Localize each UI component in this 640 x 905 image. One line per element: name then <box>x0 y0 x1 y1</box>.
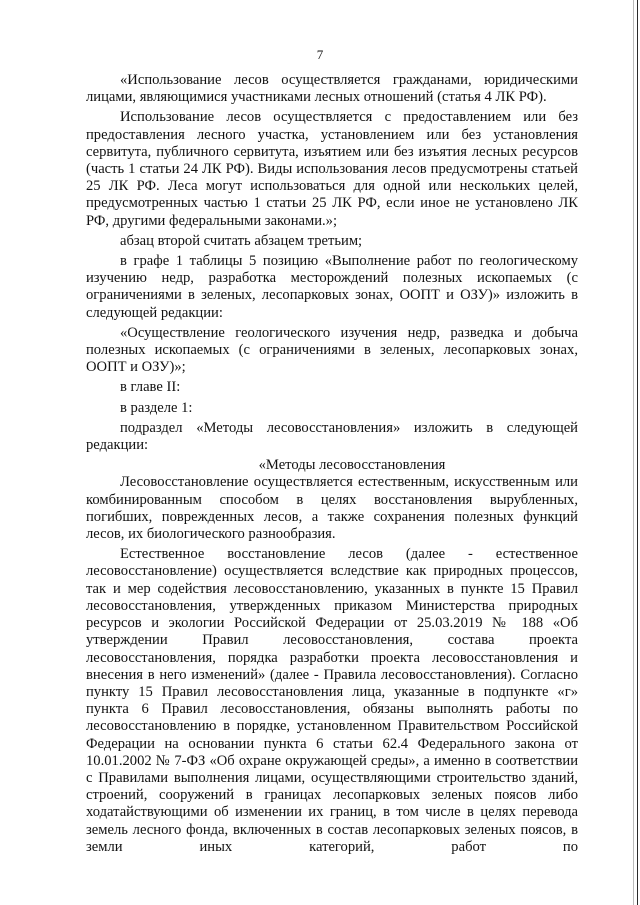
paragraph-forest-use-methods: Использование лесов осуществляется с предоставлением или без предоставления лесного участка, установлением или без установления сервитута, публичного сервитута, изъятием или без изъятия лесных ресурсов (часть 1 статьи 24 ЛК РФ). Виды использования лесов предусмотрены статьей 25 ЛК РФ. Леса могут использоваться для одной или нескольких целей, предусмотренных частью 1 статьи 25 ЛК РФ, если иное не установлено ЛК РФ, другими федеральными законами.»; <box>86 109 578 229</box>
paragraph-table-5-amendment: в графе 1 таблицы 5 позицию «Выполнение работ по геологическому изучению недр, разработка месторождений полезных ископаемых (с ограничениями в зеленых, лесопарковых зонах, ООПТ и ОЗУ)» изложить в следующей редакции: <box>86 253 578 321</box>
paragraph-section-1: в разделе 1: <box>120 399 193 416</box>
page-number: 7 <box>316 47 324 62</box>
paragraph-forest-use-citizens: «Использование лесов осуществляется гражданами, юридическими лицами, являющимися участниками лесных отношений (статья 4 ЛК РФ). <box>86 72 578 106</box>
paragraph-natural-reforestation: Естественное восстановление лесов (далее - естественное лесовосстановление) осуществляется вследствие как природных процессов, так и мер содействия лесовосстановлению, указанных в пункте 15 Правил лесовосстановления, утвержденных приказом Министерства природных ресурсов и экологии Российской Федерации от 25.03.2019 № 188 «Об утверждении Правил лесовосстановления, состава проекта лесовосстановления, порядка разработки проекта лесовосстановления и внесения в него изменений» (далее - Правила лесовосстановления). Согласно пункту 15 Правил лесовосстановления лица, указанные в подпункте «г» пункта 6 Правил лесовосстановления, обязаны выполнять работы по лесовосстановлению в порядке, установленном Правительством Российской Федерации на основании пункта 6 статьи 62.4 Федерального закона от 10.01.2002 № 7-ФЗ «Об охране окружающей среды», а именно в соответствии с Правилами выполнения лицами, осуществляющими строительство зданий, строений, сооружений в границах лесопарковых зеленых поясов либо ходатайствующими об изменении их границ, в том числе в целях перевода земель лесного фонда, включенных в состав лесопарковых зеленых поясов, в земли иных категорий, работ по <box>86 546 578 855</box>
section-heading: «Методы лесовосстановления <box>258 457 446 474</box>
scan-edge-shadow <box>633 0 634 905</box>
paragraph-renumber-note: абзац второй считать абзацем третьим; <box>120 232 363 249</box>
paragraph-subsection-amendment: подраздел «Методы лесовосстановления» изложить в следующей редакции: <box>86 419 578 454</box>
paragraph-reforestation-definition: Лесовосстановление осуществляется естественным, искусственным или комбинированным способом в целях восстановления вырубленных, погибших, поврежденных лесов, а также сохранения полезных функций лесов, их биологического разнообразия. <box>86 474 578 543</box>
document-body <box>86 72 578 856</box>
scan-edge-line <box>637 0 638 905</box>
paragraph-chapter-2: в главе II: <box>120 379 181 396</box>
paragraph-new-wording: «Осуществление геологического изучения недр, разведка и добыча полезных ископаемых (с ограничениями в зеленых, лесопарковых зонах, ООПТ и ОЗУ)»; <box>86 324 578 376</box>
